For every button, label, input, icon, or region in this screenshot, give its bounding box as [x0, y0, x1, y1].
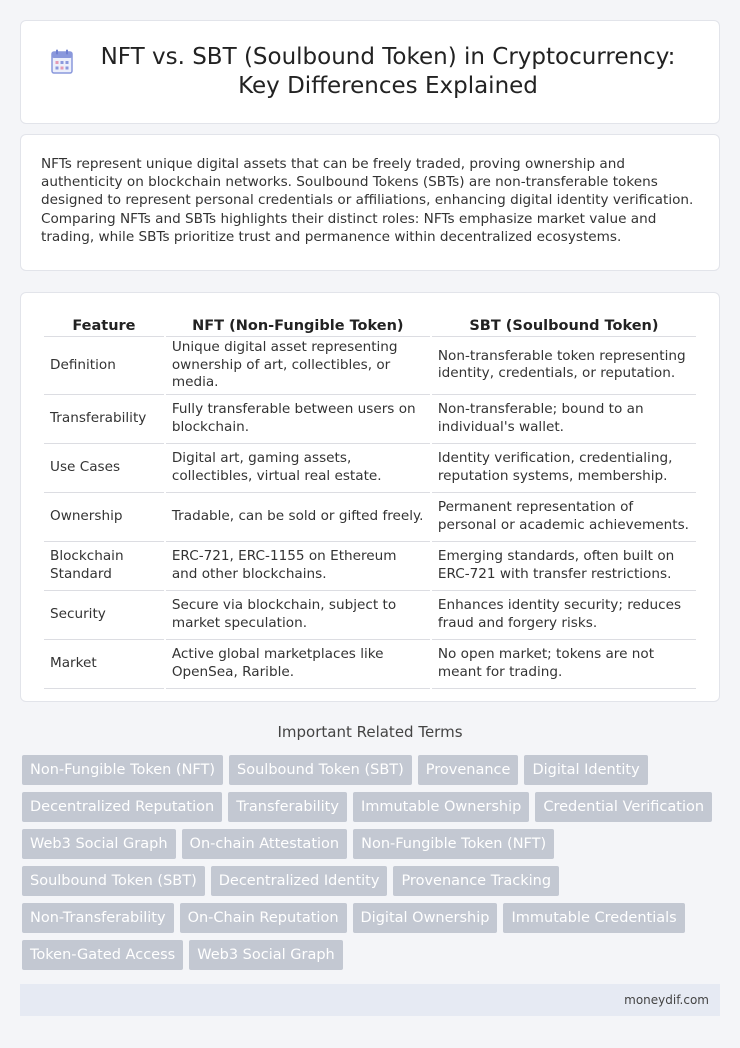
term-tag[interactable]: Token-Gated Access	[22, 940, 183, 970]
table-header-row	[44, 315, 696, 337]
header-feature: Feature	[44, 315, 164, 337]
feature-cell: Security	[44, 591, 164, 640]
table-row	[44, 542, 696, 591]
header-sbt: SBT (Soulbound Token)	[432, 315, 696, 337]
header-nft: NFT (Non-Fungible Token)	[166, 315, 430, 337]
term-tag[interactable]: Decentralized Identity	[211, 866, 388, 896]
term-tag[interactable]: Non-Fungible Token (NFT)	[22, 755, 223, 785]
intro-card	[20, 134, 720, 271]
term-tag[interactable]: Transferability	[228, 792, 347, 822]
feature-cell: Market	[44, 640, 164, 689]
feature-cell: Definition	[44, 337, 164, 395]
table-row	[44, 493, 696, 542]
table-row	[44, 337, 696, 395]
sbt-cell: No open market; tokens are not meant for trading.	[432, 640, 696, 689]
nft-cell: Active global marketplaces like OpenSea, Rarible.	[166, 640, 430, 689]
sbt-cell: Permanent representation of personal or academic achievements.	[432, 493, 696, 542]
term-tag[interactable]: Provenance	[418, 755, 519, 785]
intro-text: NFTs represent unique digital assets that can be freely traded, proving ownership and authenticity on blockchain networks. Soulbound Tokens (SBTs) are non-transferable tokens designed to represent personal credentials or affiliations, enhancing digital identity verification. Comparing NFTs and SBTs highlights their distinct roles: NFTs emphasize market value and trading, while SBTs prioritize trust and permanence within decentralized ecosystems.	[41, 156, 694, 245]
term-tag[interactable]: Decentralized Reputation	[22, 792, 222, 822]
term-tag[interactable]: Digital Identity	[524, 755, 647, 785]
term-tag[interactable]: Immutable Ownership	[353, 792, 529, 822]
table-row	[44, 591, 696, 640]
table-row	[44, 395, 696, 444]
term-tag[interactable]: Non-Fungible Token (NFT)	[353, 829, 554, 859]
term-tag[interactable]: Soulbound Token (SBT)	[229, 755, 412, 785]
term-tag[interactable]: Web3 Social Graph	[22, 829, 176, 859]
term-tag[interactable]: Non-Transferability	[22, 903, 174, 933]
table-row	[44, 444, 696, 493]
sbt-cell: Non-transferable; bound to an individual's wallet.	[432, 395, 696, 444]
sbt-cell: Identity verification, credentialing, reputation systems, membership.	[432, 444, 696, 493]
term-tag[interactable]: On-Chain Reputation	[180, 903, 347, 933]
term-tag[interactable]: On-chain Attestation	[182, 829, 348, 859]
term-tag[interactable]: Credential Verification	[535, 792, 712, 822]
title-card	[20, 20, 720, 124]
term-tag[interactable]: Web3 Social Graph	[189, 940, 343, 970]
term-tag[interactable]: Digital Ownership	[353, 903, 498, 933]
table-row	[44, 640, 696, 689]
sbt-cell: Enhances identity security; reduces fraud and forgery risks.	[432, 591, 696, 640]
related-terms-list	[22, 755, 722, 977]
related-terms-title: Important Related Terms	[277, 723, 463, 741]
comparison-table	[42, 315, 698, 689]
calendar-icon	[51, 49, 73, 75]
nft-cell: Secure via blockchain, subject to market speculation.	[166, 591, 430, 640]
comparison-table-card	[20, 292, 720, 702]
page-title: NFT vs. SBT (Soulbound Token) in Cryptocurrency: Key Differences Explained	[100, 44, 676, 99]
feature-cell: Blockchain Standard	[44, 542, 164, 591]
footer	[20, 984, 720, 1016]
nft-cell: Tradable, can be sold or gifted freely.	[166, 493, 430, 542]
sbt-cell: Emerging standards, often built on ERC-721 with transfer restrictions.	[432, 542, 696, 591]
nft-cell: Unique digital asset representing ownership of art, collectibles, or media.	[166, 337, 430, 395]
nft-cell: Digital art, gaming assets, collectibles, virtual real estate.	[166, 444, 430, 493]
feature-cell: Transferability	[44, 395, 164, 444]
nft-cell: Fully transferable between users on blockchain.	[166, 395, 430, 444]
feature-cell: Use Cases	[44, 444, 164, 493]
footer-site-link[interactable]: moneydif.com	[624, 993, 709, 1007]
feature-cell: Ownership	[44, 493, 164, 542]
term-tag[interactable]: Provenance Tracking	[393, 866, 559, 896]
term-tag[interactable]: Soulbound Token (SBT)	[22, 866, 205, 896]
nft-cell: ERC-721, ERC-1155 on Ethereum and other blockchains.	[166, 542, 430, 591]
term-tag[interactable]: Immutable Credentials	[503, 903, 684, 933]
sbt-cell: Non-transferable token representing identity, credentials, or reputation.	[432, 337, 696, 395]
